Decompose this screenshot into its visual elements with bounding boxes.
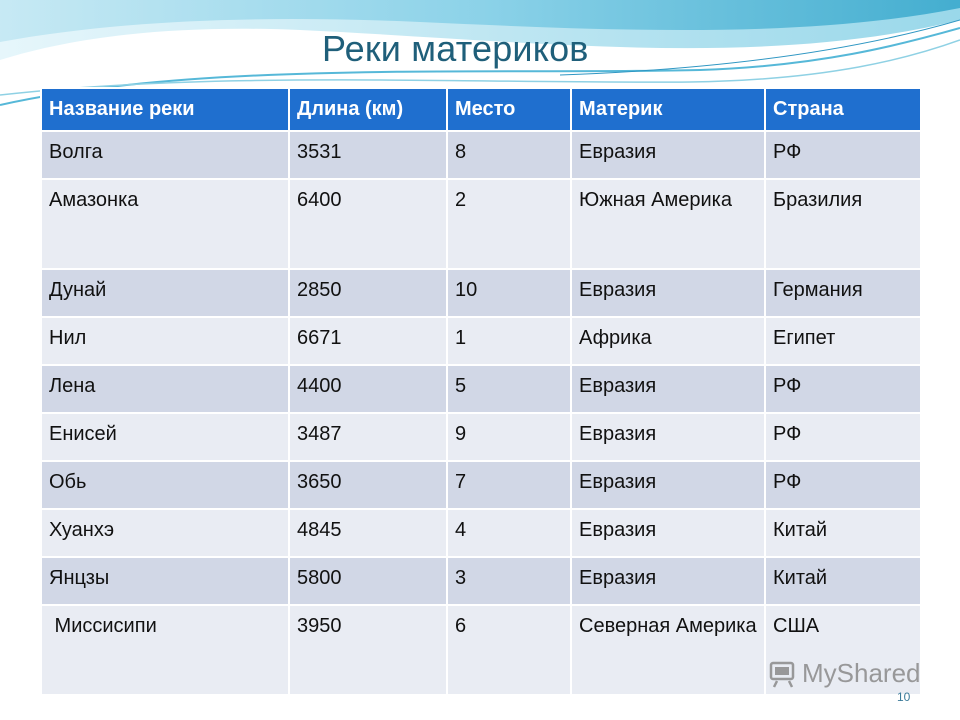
cell-country: Бразилия <box>765 179 921 269</box>
cell-rank: 4 <box>447 509 571 557</box>
cell-continent: Евразия <box>571 557 765 605</box>
table-row <box>41 413 921 461</box>
cell-river: Нил <box>41 317 289 365</box>
cell-continent: Евразия <box>571 365 765 413</box>
cell-rank: 7 <box>447 461 571 509</box>
cell-river: Обь <box>41 461 289 509</box>
cell-continent: Евразия <box>571 269 765 317</box>
cell-length: 3650 <box>289 461 447 509</box>
header-country: Страна <box>765 88 921 131</box>
cell-length: 3487 <box>289 413 447 461</box>
cell-country: Германия <box>765 269 921 317</box>
cell-river: Хуанхэ <box>41 509 289 557</box>
header-river-name: Название реки <box>41 88 289 131</box>
table-row <box>41 557 921 605</box>
cell-length: 4400 <box>289 365 447 413</box>
cell-river: Енисей <box>41 413 289 461</box>
table-row <box>41 317 921 365</box>
cell-rank: 2 <box>447 179 571 269</box>
cell-country: Китай <box>765 557 921 605</box>
header-rank: Место <box>447 88 571 131</box>
watermark <box>768 658 921 689</box>
cell-rank: 3 <box>447 557 571 605</box>
cell-river: Дунай <box>41 269 289 317</box>
table-row <box>41 509 921 557</box>
cell-length: 3950 <box>289 605 447 695</box>
cell-rank: 5 <box>447 365 571 413</box>
cell-length: 5800 <box>289 557 447 605</box>
cell-country: РФ <box>765 131 921 179</box>
cell-length: 2850 <box>289 269 447 317</box>
table-header-row <box>41 88 921 131</box>
header-continent: Материк <box>571 88 765 131</box>
cell-country: Египет <box>765 317 921 365</box>
cell-river: Волга <box>41 131 289 179</box>
cell-river: Лена <box>41 365 289 413</box>
cell-continent: Евразия <box>571 509 765 557</box>
cell-continent: Евразия <box>571 131 765 179</box>
cell-river: Янцзы <box>41 557 289 605</box>
cell-continent: Африка <box>571 317 765 365</box>
rivers-table <box>40 87 922 696</box>
cell-country: РФ <box>765 365 921 413</box>
cell-continent: Северная Америка <box>571 605 765 695</box>
cell-country: РФ <box>765 413 921 461</box>
cell-country: РФ <box>765 461 921 509</box>
table-row <box>41 461 921 509</box>
header-length: Длина (км) <box>289 88 447 131</box>
cell-rank: 9 <box>447 413 571 461</box>
slide-title: Реки материков <box>322 28 589 69</box>
cell-rank: 10 <box>447 269 571 317</box>
watermark-text: MyShared <box>802 658 921 688</box>
cell-rank: 8 <box>447 131 571 179</box>
cell-country: США <box>765 605 921 695</box>
cell-length: 6671 <box>289 317 447 365</box>
myshared-logo-icon <box>768 659 798 689</box>
cell-country: Китай <box>765 509 921 557</box>
cell-rank: 6 <box>447 605 571 695</box>
table-row <box>41 365 921 413</box>
cell-river: Амазонка <box>41 179 289 269</box>
table-row <box>41 269 921 317</box>
table-row <box>41 131 921 179</box>
table-row <box>41 179 921 269</box>
cell-rank: 1 <box>447 317 571 365</box>
cell-continent: Евразия <box>571 413 765 461</box>
cell-continent: Евразия <box>571 461 765 509</box>
cell-length: 6400 <box>289 179 447 269</box>
cell-length: 3531 <box>289 131 447 179</box>
page-number: 10 <box>897 690 911 704</box>
cell-continent: Южная Америка <box>571 179 765 269</box>
cell-length: 4845 <box>289 509 447 557</box>
cell-river: Миссисипи <box>41 605 289 695</box>
